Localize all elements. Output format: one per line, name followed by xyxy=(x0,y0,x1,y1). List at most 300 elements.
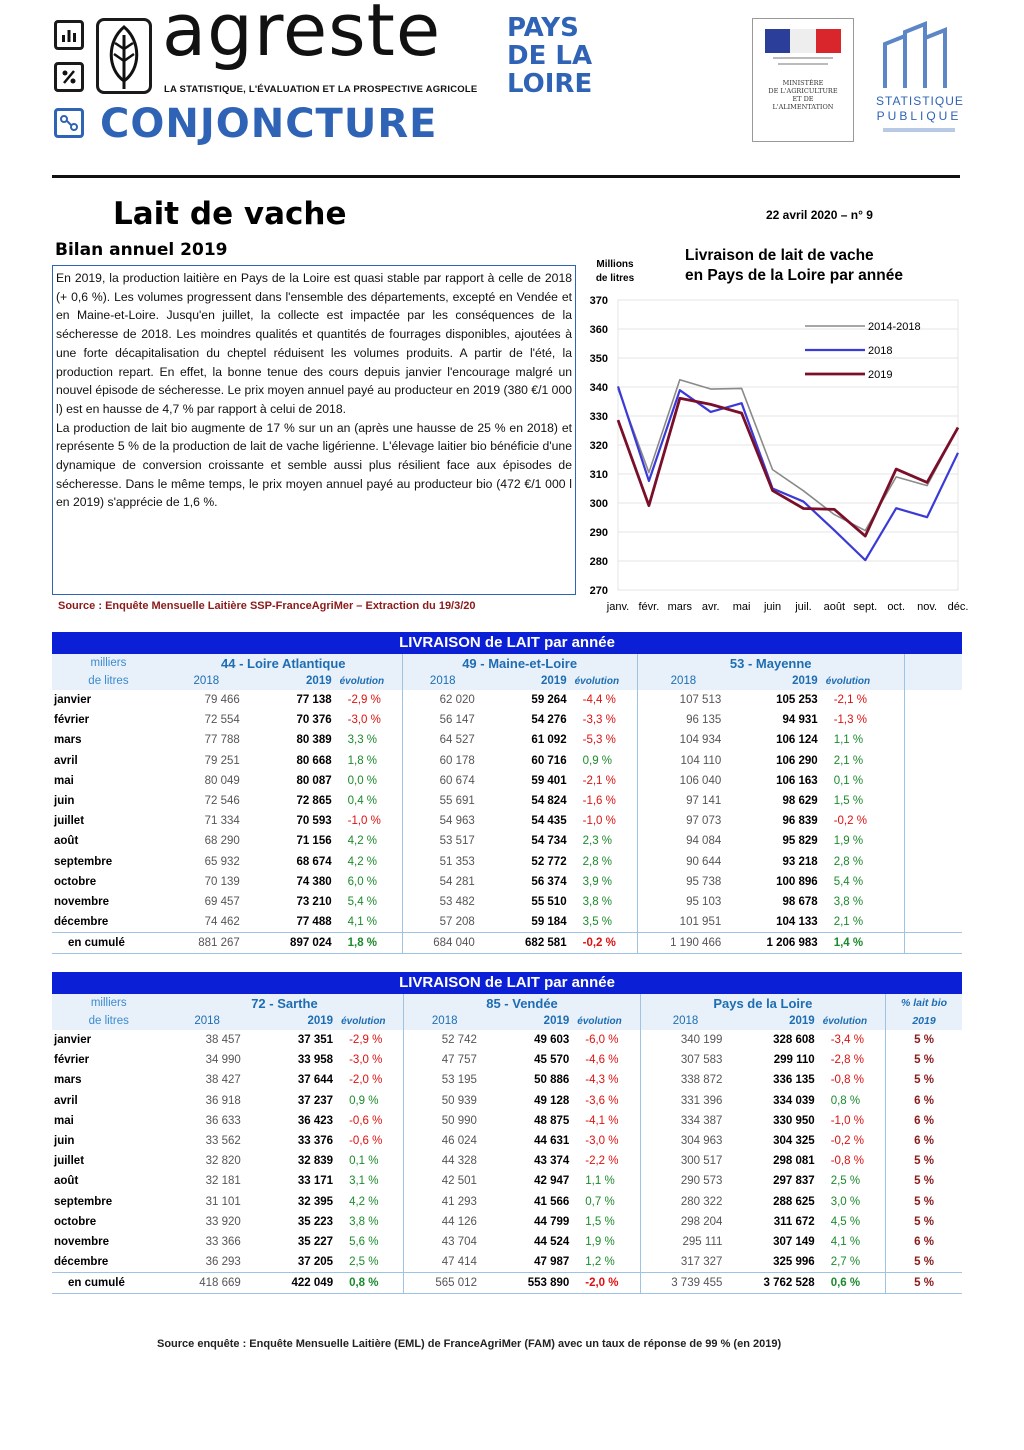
evolution-value: 1,9 % xyxy=(585,1235,615,1248)
chart-title: en Pays de la Loire par année xyxy=(685,267,903,284)
value-2018: 47 757 xyxy=(404,1050,485,1070)
value-2018: 52 742 xyxy=(404,1030,485,1050)
series-name: CONJONCTURE xyxy=(100,101,438,147)
value-2019: 74 380 xyxy=(296,875,332,888)
value-2019: 98 678 xyxy=(782,895,818,908)
bio-share-value xyxy=(904,710,962,730)
value-2018: 280 322 xyxy=(640,1192,730,1212)
evolution-value: -2,1 % xyxy=(833,694,867,707)
value-2019: 106 290 xyxy=(776,754,818,767)
evolution-value: 2,3 % xyxy=(582,835,613,848)
evolution-header: évolution xyxy=(821,1012,886,1030)
value-2018: 68 290 xyxy=(204,835,240,848)
value-2018: 106 040 xyxy=(637,771,729,791)
table-row xyxy=(52,1151,962,1171)
value-2019: 54 824 xyxy=(531,795,567,808)
table-row xyxy=(52,771,962,791)
value-2019: 328 608 xyxy=(773,1034,815,1047)
value-2018: 95 738 xyxy=(637,872,729,892)
value-2019: 73 210 xyxy=(296,895,332,908)
value-2018: 62 020 xyxy=(402,690,483,710)
value-2019: 49 603 xyxy=(534,1034,570,1047)
evolution-value: 4,2 % xyxy=(349,1195,379,1208)
value-2018: 44 328 xyxy=(404,1151,485,1171)
evolution-value: 2,5 % xyxy=(349,1256,379,1269)
value-2019: 56 374 xyxy=(531,875,567,888)
table-row xyxy=(52,1091,962,1111)
evolution-value: -2,9 % xyxy=(349,1034,383,1047)
year-2018-header: 2018 xyxy=(640,1012,730,1030)
evolution-header: évolution xyxy=(339,1012,404,1030)
bio-share-value: 5 % xyxy=(886,1050,962,1070)
evolution-value: 0,1 % xyxy=(349,1155,379,1168)
value-2019: 50 886 xyxy=(534,1074,570,1087)
bio-share-value: 5 % xyxy=(886,1171,962,1191)
table-row xyxy=(52,872,962,892)
evolution-value: 3,8 % xyxy=(833,895,864,908)
value-2019: 77 488 xyxy=(296,916,332,929)
value-2018: 65 932 xyxy=(204,855,240,868)
value-2018: 77 788 xyxy=(204,734,240,747)
table-row xyxy=(52,1212,962,1232)
table-header-row xyxy=(52,1012,962,1030)
value-2018: 50 990 xyxy=(404,1111,485,1131)
x-tick-label: nov. xyxy=(917,601,938,613)
value-2019: 3 762 528 xyxy=(730,1273,820,1294)
month-label: janvier xyxy=(54,694,92,707)
value-2018: 307 583 xyxy=(640,1050,730,1070)
value-2019: 96 839 xyxy=(782,815,818,828)
value-2019: 334 039 xyxy=(773,1094,815,1107)
value-2019: 52 772 xyxy=(531,855,567,868)
evolution-value: -4,4 % xyxy=(582,694,616,707)
bio-share-value xyxy=(904,730,962,750)
table-row xyxy=(52,811,962,831)
month-label: décembre xyxy=(54,916,109,929)
value-2019: 71 156 xyxy=(296,835,332,848)
value-2018: 41 293 xyxy=(404,1192,485,1212)
region-line: DE LA xyxy=(507,41,593,71)
table-banner: LIVRAISON de LAIT par année xyxy=(52,632,962,654)
evolution-value: -1,0 % xyxy=(830,1114,864,1127)
value-2018: 338 872 xyxy=(640,1070,730,1090)
evolution-value: 0,9 % xyxy=(349,1094,379,1107)
value-2018: 300 517 xyxy=(640,1151,730,1171)
table-row xyxy=(52,1030,962,1050)
value-2018: 46 024 xyxy=(404,1131,485,1151)
value-2018: 295 111 xyxy=(640,1232,730,1252)
table-row xyxy=(52,791,962,811)
bio-header xyxy=(904,654,962,672)
value-2018: 3 739 455 xyxy=(640,1273,730,1294)
evolution-value: -3,0 % xyxy=(349,1054,383,1067)
bio-share-value: 6 % xyxy=(886,1111,962,1131)
evolution-value: -1,0 % xyxy=(347,815,381,828)
region-header: 72 - Sarthe xyxy=(165,994,403,1012)
value-2018: 298 204 xyxy=(640,1212,730,1232)
cumul-row xyxy=(52,1273,962,1294)
value-2019: 32 839 xyxy=(297,1155,334,1168)
value-2018: 684 040 xyxy=(402,933,483,954)
value-2018: 340 199 xyxy=(640,1030,730,1050)
table-row xyxy=(52,1171,962,1191)
value-2018: 53 517 xyxy=(402,831,483,851)
table-header-row xyxy=(52,672,962,690)
month-label: mai xyxy=(54,1114,74,1127)
evolution-value: 3,1 % xyxy=(349,1175,379,1188)
value-2019: 61 092 xyxy=(531,734,567,747)
value-2019: 59 401 xyxy=(531,774,567,787)
value-2019: 105 253 xyxy=(776,694,818,707)
chart-title: Livraison de lait de vache xyxy=(685,247,874,264)
value-2018: 101 951 xyxy=(637,912,729,933)
evolution-value: 5,4 % xyxy=(347,895,378,908)
bio-share-value xyxy=(904,831,962,851)
value-2018: 290 573 xyxy=(640,1171,730,1191)
line-chart xyxy=(585,240,985,620)
evolution-value: -1,6 % xyxy=(582,795,616,808)
value-2018: 31 101 xyxy=(205,1195,241,1208)
evolution-value: 1,5 % xyxy=(833,795,864,808)
value-2018: 94 084 xyxy=(637,831,729,851)
value-2019: 37 237 xyxy=(297,1094,334,1107)
year-2019-header: 2019 xyxy=(483,672,573,690)
value-2018: 38 427 xyxy=(205,1074,241,1087)
evolution-value: -0,6 % xyxy=(349,1114,383,1127)
evolution-value: -0,6 % xyxy=(349,1135,383,1148)
y-tick-label: 290 xyxy=(589,527,608,539)
value-2018: 90 644 xyxy=(637,852,729,872)
table-row xyxy=(52,751,962,771)
value-2018: 32 820 xyxy=(205,1155,241,1168)
x-tick-label: déc. xyxy=(947,601,969,613)
value-2018: 53 195 xyxy=(404,1070,485,1090)
evolution-value: -0,8 % xyxy=(830,1074,864,1087)
value-2019: 297 837 xyxy=(773,1175,815,1188)
evolution-header: évolution xyxy=(824,672,905,690)
value-2019: 59 184 xyxy=(531,916,567,929)
bio-share-value xyxy=(904,791,962,811)
year-2018-header: 2018 xyxy=(637,672,729,690)
evolution-value: 3,8 % xyxy=(582,895,613,908)
value-2019: 897 024 xyxy=(248,933,338,954)
value-2018: 57 208 xyxy=(402,912,483,933)
chart-icon xyxy=(54,20,84,50)
month-label: avril xyxy=(54,1094,78,1107)
month-label: novembre xyxy=(54,895,109,908)
evolution-value: -0,2 % xyxy=(573,933,638,954)
table-row xyxy=(52,892,962,912)
series-line-2014-2018 xyxy=(618,380,958,531)
evolution-value: -3,0 % xyxy=(347,714,381,727)
value-2019: 37 644 xyxy=(297,1074,334,1087)
page-subtitle: Bilan annuel 2019 xyxy=(55,240,228,260)
value-2019: 32 395 xyxy=(297,1195,334,1208)
value-2018: 54 281 xyxy=(402,872,483,892)
evolution-value: 0,7 % xyxy=(585,1195,615,1208)
year-2018-header: 2018 xyxy=(404,1012,485,1030)
value-2019: 49 128 xyxy=(534,1094,570,1107)
bio-share-value: 5 % xyxy=(886,1192,962,1212)
year-2018-header: 2018 xyxy=(165,672,248,690)
value-2019: 422 049 xyxy=(249,1273,339,1294)
value-2018: 70 139 xyxy=(204,875,240,888)
evolution-value: 1,8 % xyxy=(338,933,403,954)
year-2019-header: 2019 xyxy=(485,1012,575,1030)
value-2019: 288 625 xyxy=(773,1195,815,1208)
evolution-value: 2,5 % xyxy=(830,1175,861,1188)
value-2018: 334 387 xyxy=(640,1111,730,1131)
value-2019: 299 110 xyxy=(773,1054,815,1067)
month-label: août xyxy=(54,835,79,848)
value-2018: 96 135 xyxy=(637,710,729,730)
x-tick-label: juin xyxy=(763,601,782,613)
legend-label: 2014-2018 xyxy=(868,321,921,333)
region-header: 49 - Maine-et-Loire xyxy=(402,654,637,672)
value-2019: 42 947 xyxy=(534,1175,570,1188)
year-2018-header: 2018 xyxy=(402,672,483,690)
value-2019: 37 351 xyxy=(297,1034,334,1047)
value-2019: 95 829 xyxy=(782,835,818,848)
value-2019: 55 510 xyxy=(531,895,567,908)
evolution-value: 2,8 % xyxy=(833,855,864,868)
value-2018: 53 482 xyxy=(402,892,483,912)
value-2019: 80 389 xyxy=(296,734,332,747)
value-2018: 74 462 xyxy=(204,916,240,929)
delivery-table-1 xyxy=(52,632,962,954)
value-2018: 42 501 xyxy=(404,1171,485,1191)
value-2019: 43 374 xyxy=(534,1155,570,1168)
month-label: juin xyxy=(54,1135,75,1148)
month-label: janvier xyxy=(54,1034,92,1047)
value-2019: 33 958 xyxy=(297,1054,334,1067)
bio-share-value xyxy=(904,933,962,954)
value-2018: 304 963 xyxy=(640,1131,730,1151)
unit-label: de litres xyxy=(52,1012,165,1030)
region-line: PAYS xyxy=(507,13,579,43)
value-2019: 1 206 983 xyxy=(729,933,823,954)
value-2019: 553 890 xyxy=(485,1273,575,1294)
value-2018: 32 181 xyxy=(205,1175,241,1188)
evolution-value: 1,2 % xyxy=(585,1256,615,1269)
evolution-value: -2,1 % xyxy=(582,774,616,787)
value-2019: 68 674 xyxy=(296,855,332,868)
evolution-value: 0,4 % xyxy=(347,795,378,808)
evolution-value: -2,8 % xyxy=(830,1054,864,1067)
value-2018: 331 396 xyxy=(640,1091,730,1111)
year-2019-header: 2019 xyxy=(249,1012,339,1030)
bio-share-value: 5 % xyxy=(886,1273,962,1294)
table-header-row xyxy=(52,994,962,1012)
evolution-value: 1,5 % xyxy=(585,1215,615,1228)
value-2019: 336 135 xyxy=(773,1074,815,1087)
value-2019: 94 931 xyxy=(782,714,818,727)
value-2018: 72 554 xyxy=(204,714,240,727)
month-label: mai xyxy=(54,774,74,787)
table-row xyxy=(52,1232,962,1252)
ministry-line: L'ALIMENTATION xyxy=(772,103,834,111)
month-label: novembre xyxy=(54,1235,109,1248)
value-2018: 36 918 xyxy=(205,1094,241,1107)
value-2018: 54 963 xyxy=(402,811,483,831)
evolution-value: 0,9 % xyxy=(582,754,613,767)
value-2019: 104 133 xyxy=(776,916,818,929)
bio-share-value: 6 % xyxy=(886,1232,962,1252)
table-row xyxy=(52,1050,962,1070)
y-tick-label: 300 xyxy=(589,498,608,510)
month-label: mars xyxy=(54,1074,82,1087)
value-2019: 106 124 xyxy=(776,734,818,747)
y-tick-label: 280 xyxy=(589,556,608,568)
bio-share-value xyxy=(904,872,962,892)
value-2018: 60 674 xyxy=(402,771,483,791)
evolution-value: -3,4 % xyxy=(830,1034,864,1047)
value-2018: 565 012 xyxy=(404,1273,485,1294)
value-2019: 59 264 xyxy=(531,694,567,707)
value-2018: 107 513 xyxy=(637,690,729,710)
evolution-value: 4,5 % xyxy=(830,1215,861,1228)
value-2019: 36 423 xyxy=(297,1114,334,1127)
x-tick-label: mai xyxy=(732,601,751,613)
value-2019: 98 629 xyxy=(782,795,818,808)
ministry-logo xyxy=(752,18,854,142)
value-2019: 41 566 xyxy=(534,1195,570,1208)
table-row xyxy=(52,1252,962,1273)
value-2018: 50 939 xyxy=(404,1091,485,1111)
evolution-value: 3,8 % xyxy=(349,1215,379,1228)
value-2018: 33 920 xyxy=(205,1215,241,1228)
x-tick-label: oct. xyxy=(887,601,906,613)
stat-line: STATISTIQUE xyxy=(876,94,964,108)
value-2019: 100 896 xyxy=(776,875,818,888)
value-2019: 35 223 xyxy=(297,1215,334,1228)
evolution-value: 3,9 % xyxy=(582,875,613,888)
percent-icon xyxy=(54,62,84,92)
month-label: en cumulé xyxy=(52,933,165,954)
value-2019: 45 570 xyxy=(534,1054,570,1067)
chart-source: Source : Enquête Mensuelle Laitière SSP-FranceAgriMer – Extraction du 19/3/20 xyxy=(58,600,476,612)
y-tick-label: 350 xyxy=(589,353,608,365)
bio-header: % lait bio xyxy=(886,994,962,1012)
value-2018: 418 669 xyxy=(165,1273,248,1294)
value-2018: 36 293 xyxy=(205,1256,241,1269)
evolution-value: 2,1 % xyxy=(833,754,864,767)
value-2018: 79 466 xyxy=(204,694,240,707)
evolution-value: 3,0 % xyxy=(830,1195,861,1208)
value-2019: 48 875 xyxy=(534,1114,570,1127)
value-2019: 77 138 xyxy=(296,694,332,707)
value-2018: 79 251 xyxy=(204,754,240,767)
ministry-line: ET DE xyxy=(792,95,814,103)
unit-label: de litres xyxy=(52,672,165,690)
evolution-value: 1,8 % xyxy=(347,754,378,767)
y-tick-label: 270 xyxy=(589,585,608,597)
month-label: août xyxy=(54,1175,79,1188)
bio-share-value: 6 % xyxy=(886,1091,962,1111)
evolution-header: évolution xyxy=(338,672,403,690)
month-label: février xyxy=(54,1054,90,1067)
evolution-value: -2,9 % xyxy=(347,694,381,707)
evolution-value: 5,4 % xyxy=(833,875,864,888)
unit-label: milliers xyxy=(52,654,165,672)
y-axis-label: Millions xyxy=(596,259,634,270)
value-2018: 97 073 xyxy=(637,811,729,831)
table-row xyxy=(52,710,962,730)
bio-share-value: 5 % xyxy=(886,1252,962,1273)
value-2018: 60 178 xyxy=(402,751,483,771)
bio-share-value xyxy=(904,771,962,791)
y-tick-label: 310 xyxy=(589,469,608,481)
evolution-value: 4,2 % xyxy=(347,855,378,868)
evolution-value: -5,3 % xyxy=(582,734,616,747)
value-2018: 34 990 xyxy=(205,1054,241,1067)
legend-label: 2019 xyxy=(868,369,893,381)
region-name xyxy=(507,14,592,98)
statistique-publique-logo xyxy=(876,18,962,142)
value-2019: 682 581 xyxy=(483,933,573,954)
evolution-value: 0,6 % xyxy=(821,1273,886,1294)
evolution-value: 3,3 % xyxy=(347,734,378,747)
buildings-icon xyxy=(879,18,959,90)
evolution-value: -0,2 % xyxy=(830,1135,864,1148)
region-header: 53 - Mayenne xyxy=(637,654,904,672)
evolution-value: 5,6 % xyxy=(349,1235,379,1248)
evolution-value: 0,8 % xyxy=(339,1273,404,1294)
value-2018: 33 562 xyxy=(205,1135,241,1148)
evolution-value: -2,0 % xyxy=(349,1074,383,1087)
header-rule xyxy=(52,175,960,178)
table-row xyxy=(52,1131,962,1151)
value-2018: 317 327 xyxy=(640,1252,730,1273)
region-line: LOIRE xyxy=(507,69,593,99)
evolution-value: 2,7 % xyxy=(830,1256,861,1269)
page-title: Lait de vache xyxy=(113,196,347,232)
value-2019: 37 205 xyxy=(297,1256,334,1269)
month-label: juillet xyxy=(54,1155,85,1168)
table-row xyxy=(52,1070,962,1090)
french-flag-icon xyxy=(765,29,841,53)
x-tick-label: janv. xyxy=(606,601,630,613)
table-row xyxy=(52,1192,962,1212)
value-2018: 71 334 xyxy=(204,815,240,828)
table-row xyxy=(52,1111,962,1131)
month-label: en cumulé xyxy=(52,1273,165,1294)
value-2019: 311 672 xyxy=(773,1215,815,1228)
value-2018: 1 190 466 xyxy=(637,933,729,954)
month-label: décembre xyxy=(54,1256,109,1269)
month-label: juin xyxy=(54,795,75,808)
value-2019: 44 799 xyxy=(534,1215,570,1228)
evolution-value: -1,0 % xyxy=(582,815,616,828)
value-2018: 95 103 xyxy=(637,892,729,912)
value-2019: 54 276 xyxy=(531,714,567,727)
bio-share-value xyxy=(904,690,962,710)
value-2019: 54 435 xyxy=(531,815,567,828)
month-label: octobre xyxy=(54,875,97,888)
unit-label: milliers xyxy=(52,994,165,1012)
evolution-value: 2,1 % xyxy=(833,916,864,929)
year-2018-header: 2018 xyxy=(165,1012,248,1030)
x-tick-label: avr. xyxy=(701,601,720,613)
evolution-value: -3,3 % xyxy=(582,714,616,727)
evolution-value: 3,5 % xyxy=(582,916,613,929)
value-2018: 36 633 xyxy=(205,1114,241,1127)
evolution-value: 4,1 % xyxy=(830,1235,861,1248)
x-tick-label: juil. xyxy=(795,601,812,613)
evolution-value: 1,1 % xyxy=(833,734,864,747)
y-tick-label: 340 xyxy=(589,382,608,394)
delivery-table-2 xyxy=(52,972,962,1294)
